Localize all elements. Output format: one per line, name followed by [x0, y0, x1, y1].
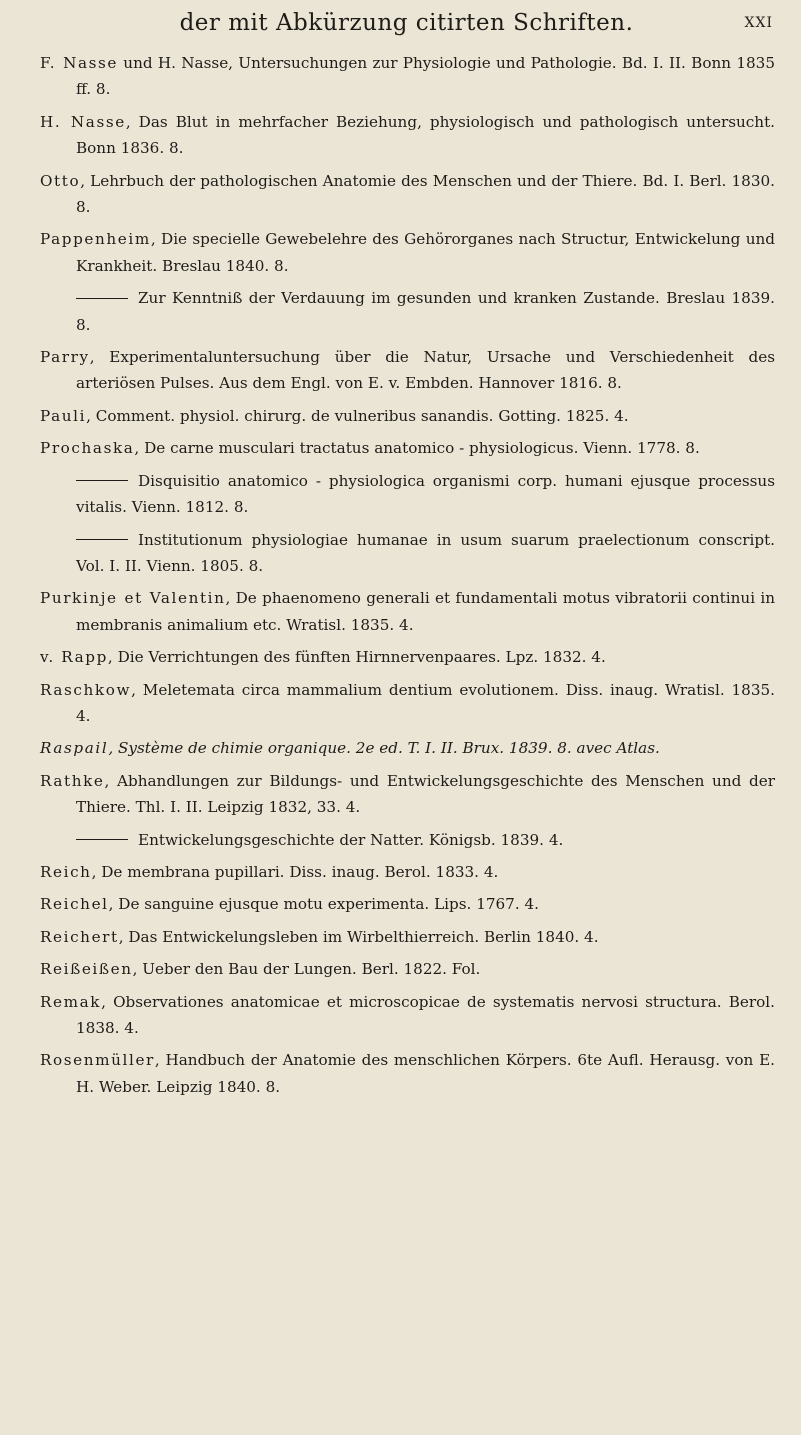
entry-author: Otto	[40, 171, 81, 190]
ditto-dash	[76, 539, 128, 540]
entry-text: , Observationes anatomicae et microscopicae de systematis nervosi structura. Berol. 1838. 4.	[76, 992, 775, 1037]
entry-author: Parry	[40, 348, 90, 367]
entry-text: , Lehrbuch der pathologischen Anatomie des Menschen und der Thiere. Bd. I. Berl. 1830. 8.	[76, 171, 775, 217]
entry-author: Pappenheim	[40, 230, 151, 249]
entry-author: v. Rapp	[40, 648, 108, 667]
bibliography-entry	[40, 768, 775, 821]
bibliography-entry	[40, 435, 775, 461]
entry-text: Institutionum physiologiae humanae in usum suarum praelectionum conscript. Vol. I. II. Vienn. 1805. 8.	[76, 530, 775, 575]
entry-text: , Experimentaluntersuchung über die Natur, Ursache und Verschiedenheit des arteriösen Pulses. Aus dem Engl. von E. v. Embden. Hannover 1816. 8.	[76, 348, 775, 393]
bibliography-entry	[40, 1047, 775, 1100]
entry-author: Prochaska	[40, 439, 135, 458]
entry-author: F. Nasse	[40, 54, 119, 72]
page-number: XXI	[744, 15, 773, 31]
running-title: der mit Abkürzung citirten Schriften.	[179, 10, 634, 36]
entry-text: und H. Nasse, Untersuchungen zur Physiologie und Pathologie. Bd. I. II. Bonn 1835 ff. 8.	[76, 54, 775, 99]
entry-text: , Système de chimie organique. 2e ed. T. I. II. Brux. 1839. 8. avec Atlas.	[108, 739, 660, 758]
entry-author: Remak	[40, 992, 102, 1011]
entry-author: Reichert	[40, 927, 119, 946]
bibliography-entry	[40, 109, 775, 162]
bibliography-entry	[40, 989, 775, 1042]
entry-author: Pauli	[40, 406, 87, 425]
entry-author: Raspail	[40, 739, 109, 758]
entry-text: , Die Verrichtungen des fünften Hirnnervenpaares. Lpz. 1832. 4.	[107, 648, 606, 667]
bibliography-entry	[40, 344, 775, 397]
ditto-dash	[76, 839, 128, 840]
bibliography-entry	[40, 168, 775, 221]
entry-text: , Meletemata circa mammalium dentium evolutionem. Diss. inaug. Wratisl. 1835. 4.	[76, 680, 775, 725]
bibliography-entry	[40, 285, 775, 338]
bibliography-entry	[40, 585, 775, 638]
ditto-dash	[76, 480, 128, 481]
entry-text: , Handbuch der Anatomie des menschlichen Körpers. 6te Aufl. Herausg. von E. H. Weber. Leipzig 1840. 8.	[76, 1051, 775, 1096]
bibliography-entry	[40, 644, 775, 670]
entry-text: Disquisitio anatomico - physiologica organismi corp. humani ejusque processus vitalis. Vienn. 1812. 8.	[76, 471, 775, 517]
entry-author: Purkinje et Valentin	[40, 589, 226, 608]
entry-author: Reißeißen	[40, 960, 133, 979]
bibliography-list	[40, 50, 775, 1106]
bibliography-entry	[40, 403, 775, 429]
entry-text: Entwickelungsgeschichte der Natter. Königsb. 1839. 4.	[138, 830, 564, 849]
entry-author: H. Nasse	[40, 112, 126, 131]
entry-author: Reich	[40, 862, 92, 881]
entry-text: , Ueber den Bau der Lungen. Berl. 1822. Fol.	[132, 960, 481, 979]
bibliography-entry	[40, 735, 775, 761]
bibliography-entry	[40, 891, 775, 917]
entry-text: , Comment. physiol. chirurg. de vulneribus sanandis. Gotting. 1825. 4.	[86, 406, 629, 425]
bibliography-entry	[40, 859, 775, 885]
entry-author: Rosenmüller	[40, 1051, 155, 1070]
bibliography-entry	[40, 50, 775, 103]
running-header	[40, 6, 773, 42]
entry-text: Zur Kenntniß der Verdauung im gesunden und kranken Zustande. Breslau 1839. 8.	[76, 289, 775, 334]
entry-text: , De membrana pupillari. Diss. inaug. Berol. 1833. 4.	[91, 862, 499, 881]
bibliography-entry	[40, 468, 775, 521]
bibliography-entry	[40, 677, 775, 730]
entry-text: , De sanguine ejusque motu experimenta. Lips. 1767. 4.	[108, 895, 539, 914]
entry-text: , De carne musculari tractatus anatomico - physiologicus. Vienn. 1778. 8.	[134, 439, 700, 458]
bibliography-entry	[40, 956, 775, 982]
entry-text: , Abhandlungen zur Bildungs- und Entwickelungsgeschichte des Menschen und der Thiere. Thl. I. II. Leipzig 1832, 33. 4.	[76, 771, 775, 817]
bibliography-entry	[40, 226, 775, 279]
entry-author: Rathke	[40, 771, 105, 790]
entry-author: Reichel	[40, 895, 109, 914]
bibliography-entry	[40, 924, 775, 950]
entry-author: Raschkow	[40, 680, 132, 699]
entry-text: , Die specielle Gewebelehre des Gehörorganes nach Structur, Entwickelung und Krankheit. Breslau 1840. 8.	[76, 230, 775, 275]
bibliography-entry	[40, 827, 775, 853]
entry-text: , Das Entwickelungsleben im Wirbelthierreich. Berlin 1840. 4.	[118, 927, 599, 946]
bibliography-entry	[40, 527, 775, 580]
entry-text: , De phaenomeno generali et fundamentali motus vibratorii continui in membranis animalium etc. Wratisl. 1835. 4.	[76, 589, 775, 634]
ditto-dash	[76, 298, 128, 299]
entry-text: , Das Blut in mehrfacher Beziehung, physiologisch und pathologisch untersucht. Bonn 1836. 8.	[76, 112, 776, 158]
